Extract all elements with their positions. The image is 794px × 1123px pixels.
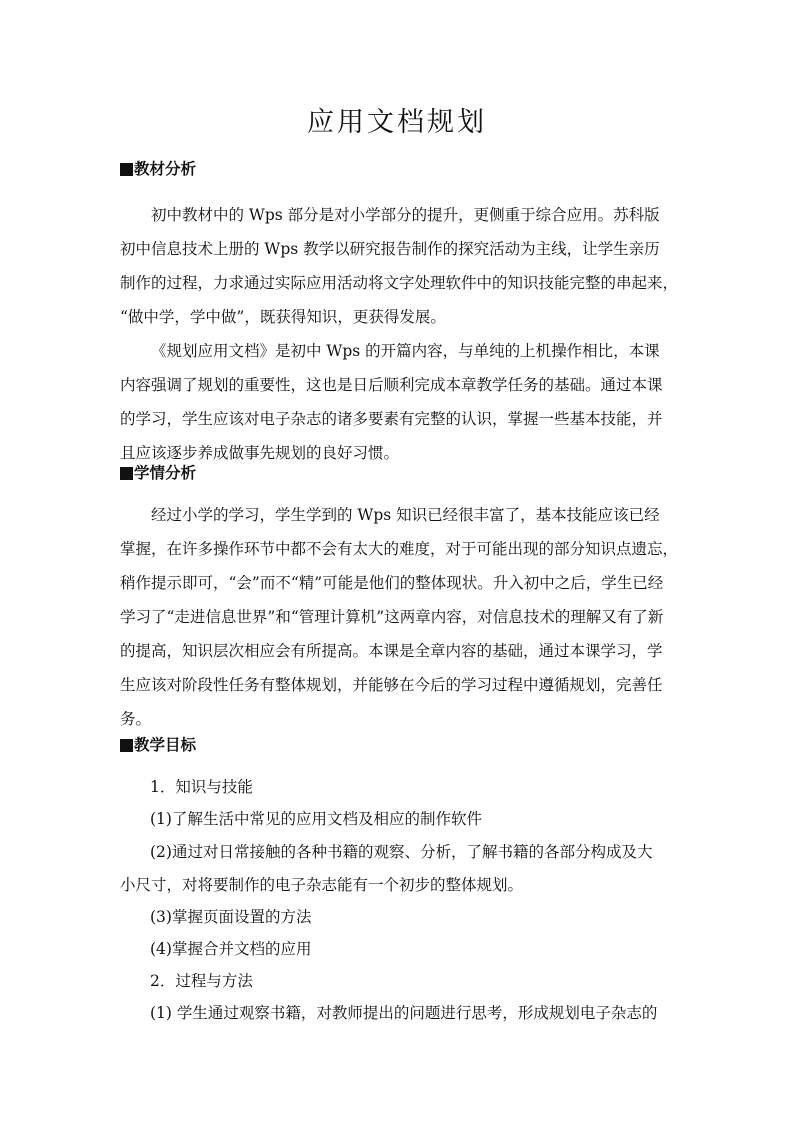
paragraph-line: 初中教材中的 Wps 部分是对小学部分的提升，更侧重于综合应用。苏科版 (151, 206, 660, 224)
section-heading-teaching-goals (120, 734, 196, 756)
paragraph (120, 198, 679, 470)
section-heading-text: 学情分析 (134, 464, 197, 482)
section-heading-text: 教材分析 (134, 160, 197, 178)
list-item: 1．知识与技能 (150, 778, 253, 796)
paragraph-line: 初中信息技术上册的 Wps 教学以研究报告制作的探究活动为主线，让学生亲历 (120, 240, 660, 258)
document-title: 应用文档规划 (307, 107, 487, 138)
black-square-icon (120, 467, 133, 480)
paragraph-line: 的提高，知识层次相应会有所提高。本课是全章内容的基础，通过本课学习，学 (120, 642, 663, 660)
paragraph-line: 经过小学的学习，学生学到的 Wps 知识已经很丰富了，基本技能应该已经 (151, 506, 660, 524)
paragraph (120, 498, 679, 736)
paragraph-line: 内容强调了规划的重要性，这也是日后顺利完成本章教学任务的基础。通过本课 (120, 376, 663, 394)
section-heading-text: 教学目标 (134, 736, 197, 754)
list-item: (3)掌握页面设置的方法 (150, 908, 312, 926)
paragraph-line: 学习了“走进信息世界”和“管理计算机”这两章内容，对信息技术的理解又有了新 (120, 608, 664, 626)
list-item: (1) 学生通过观察书籍，对教师提出的问题进行思考，形成规划电子杂志的 (150, 1004, 658, 1022)
list-item: (2)通过对日常接触的各种书籍的观察、分析，了解书籍的各部分构成及大 (150, 843, 653, 861)
black-square-icon (120, 163, 133, 176)
list-item-continuation: 小尺寸，对将要制作的电子杂志能有一个初步的整体规划。 (120, 876, 524, 894)
paragraph-line: 掌握，在许多操作环节中都不会有太大的难度，对于可能出现的部分知识点遗忘， (120, 540, 679, 558)
list-item: (4)掌握合并文档的应用 (150, 940, 312, 958)
paragraph-line: 制作的过程，力求通过实际应用活动将文字处理软件中的知识技能完整的串起来， (120, 274, 679, 292)
paragraph-line: 《规划应用文档》是初中 Wps 的开篇内容，与单纯的上机操作相比，本课 (151, 342, 660, 360)
black-square-icon (120, 739, 133, 752)
paragraph-line: 稍作提示即可，“会”而不“精”可能是他们的整体现状。升入初中之后，学生已经 (120, 574, 664, 592)
paragraph-line: “做中学，学中做”，既获得知识，更获得发展。 (120, 308, 446, 326)
paragraph-line: 务。 (120, 710, 152, 728)
section-heading-student-analysis (120, 462, 196, 484)
paragraph-line: 的学习，学生应该对电子杂志的诸多要素有完整的认识，掌握一些基本技能，并 (120, 410, 663, 428)
list-item: (1)了解生活中常见的应用文档及相应的制作软件 (150, 810, 482, 828)
section-heading-teaching-material (120, 158, 196, 180)
paragraph-line: 且应该逐步养成做事先规划的良好习惯。 (120, 444, 400, 462)
list-item: 2．过程与方法 (150, 972, 253, 990)
paragraph-line: 生应该对阶段性任务有整体规划，并能够在今后的学习过程中遵循规划，完善任 (120, 676, 663, 694)
